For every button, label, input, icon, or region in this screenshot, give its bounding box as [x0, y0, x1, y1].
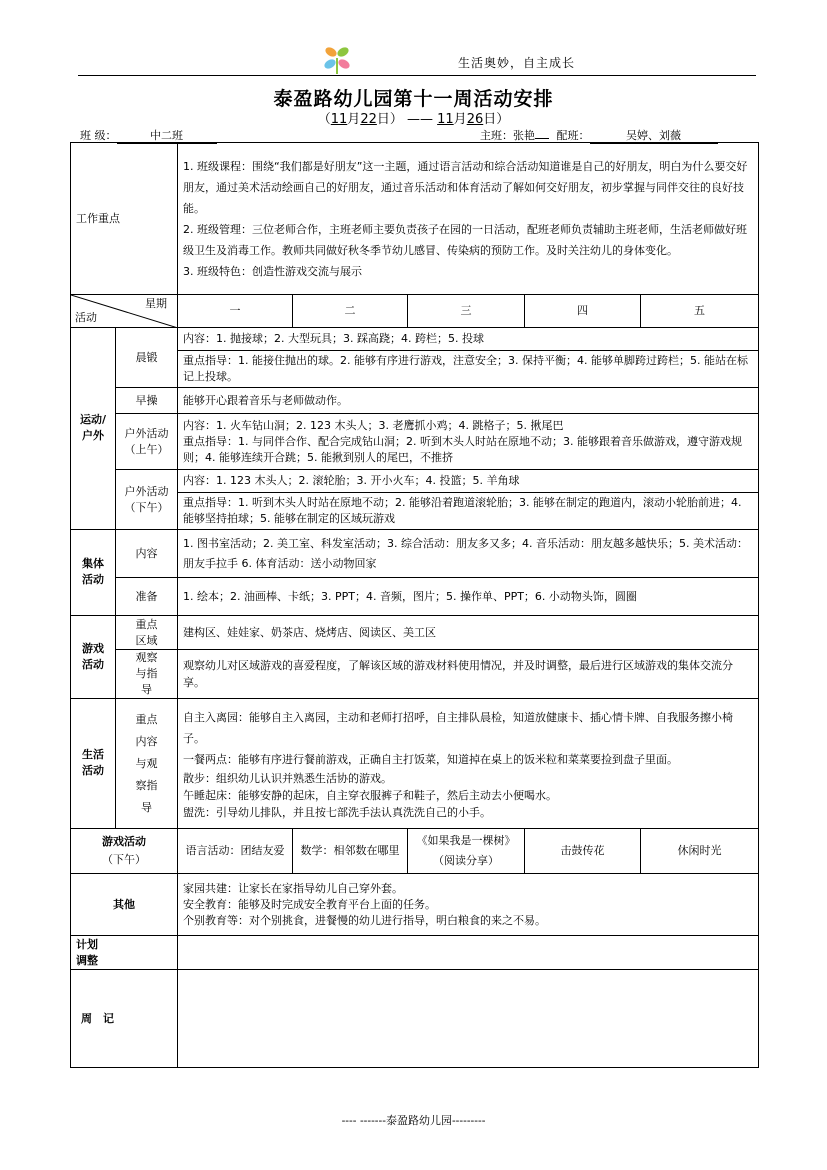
weekly-note-label: 周 记	[71, 970, 178, 1068]
pm-outdoor-label: 户外活动（下午）	[116, 470, 178, 530]
sports-label: 运动/户外	[71, 328, 116, 530]
life-sub-label: 重点内容与观察指导	[116, 699, 178, 829]
exercise-content: 能够开心跟着音乐与老师做动作。	[178, 388, 759, 414]
life-label: 生活活动	[71, 699, 116, 829]
day-fri: 五	[641, 295, 759, 328]
page-header	[78, 42, 756, 76]
group-content-label: 内容	[116, 530, 178, 578]
group-content-row	[71, 530, 759, 578]
weekly-note-content	[178, 970, 759, 1068]
pm-game-tue: 数学：相邻数在哪里	[293, 829, 408, 874]
motto: 生活奥妙，自主成长	[458, 56, 576, 70]
start-day: 22	[360, 112, 377, 127]
pm-outdoor-row	[71, 470, 759, 530]
game-area: 建构区、娃娃家、奶茶店、烧烤店、阅读区、美工区	[178, 616, 759, 650]
day-tue: 二	[293, 295, 408, 328]
work-focus-content: 1. 班级课程：围绕“我们都是好朋友”这一主题，通过语言活动和综合活动知道谁是自己的好朋友，明白为什么要交好朋友，通过美术活动绘画自己的好朋友，通过音乐活动和体育活动了解如何交好朋友，初步掌握与同伴交往的良好技能。 2. 班级管理：三位老师合作，主班老师主要负责孩子在园的一日活动，配班老师负责辅助主班老师，生活老师做好班级卫生及消毒工作。教师共同做好秋冬季节幼儿感冒、传染病的预防工作。及时关注幼儿的身体变化。 3. 班级特色：创造性游戏交流与展示	[178, 143, 759, 295]
day-mon: 一	[178, 295, 293, 328]
page-title: 泰盈路幼儿园第十一周活动安排	[273, 88, 554, 110]
work-focus-label: 工作重点	[71, 143, 178, 295]
weekly-note-row	[71, 970, 759, 1068]
group-prep-label: 准备	[116, 578, 178, 616]
game-observe-row	[71, 650, 759, 699]
start-month: 11	[330, 112, 348, 127]
plan-adjust-row	[71, 936, 759, 970]
schedule-table	[70, 142, 759, 1068]
assistant-value: 吴婷、刘薇	[590, 127, 718, 144]
pm-games-label: 游戏活动 （下午）	[71, 829, 178, 874]
pm-game-fri: 休闲时光	[641, 829, 759, 874]
game-observe-label: 观察与指导	[116, 650, 178, 699]
end-day: 26	[466, 112, 484, 127]
pm-outdoor-content: 内容：1. 123 木头人；2. 滚轮胎；3. 开小火车；4. 投篮；5. 羊角球 重点指导：1. 听到木头人时站在原地不动；2. 能够沿着跑道滚轮胎；3. 能够在制定的跑道内，滚动小轮胎前进；4. 能够坚持拍球；5. 能够在制定的区域玩游戏	[178, 470, 759, 530]
game-observe: 观察幼儿对区域游戏的喜爱程度，了解该区域的游戏材料使用情况，并及时调整，最后进行区域游戏的集体交流分享。	[178, 650, 759, 699]
others-label: 其他	[71, 874, 178, 936]
week-diag-header: 星期 活动	[71, 295, 178, 328]
group-prep-row	[71, 578, 759, 616]
day-wed: 三	[408, 295, 525, 328]
exercise-label: 早操	[116, 388, 178, 414]
game-area-label: 重点区域	[116, 616, 178, 650]
school-logo-icon	[321, 44, 353, 74]
morning-label: 晨锻	[116, 328, 178, 388]
group-label: 集体活动	[71, 530, 116, 616]
am-outdoor-row	[71, 414, 759, 470]
end-month: 11	[437, 112, 454, 127]
class-info: 班 级： 中二班	[80, 127, 217, 144]
am-outdoor-label: 户外活动（上午）	[116, 414, 178, 470]
others-content: 家园共建：让家长在家指导幼儿自己穿外套。 安全教育：能够及时完成安全教育平台上面的任务。 个别教育等：对个别挑食，进餐慢的幼儿进行指导，明白粮食的来之不易。	[178, 874, 759, 936]
group-prep: 1. 绘本；2. 油画棒、卡纸；3. PPT；4. 音频，图片；5. 操作单、PPT；6. 小动物头饰，圆圈	[178, 578, 759, 616]
game-area-row	[71, 616, 759, 650]
work-focus-row	[71, 143, 759, 295]
others-row	[71, 874, 759, 936]
day-thu: 四	[525, 295, 641, 328]
game-label: 游戏活动	[71, 616, 116, 699]
exercise-row	[71, 388, 759, 414]
week-header-row	[71, 295, 759, 328]
class-value: 中二班	[117, 127, 217, 144]
page-footer: ---- -------泰盈路幼儿园---------	[341, 1114, 486, 1127]
teacher-info: 主班：张艳 配班： 吴婷、刘薇	[480, 127, 718, 144]
group-content: 1. 图书室活动；2. 美工室、科发室活动；3. 综合活动：朋友多又多；4. 音乐活动：朋友越多越快乐；5. 美术活动：朋友手拉手 6. 体育活动：送小动物回家	[178, 530, 759, 578]
plan-adjust-content	[178, 936, 759, 970]
life-row	[71, 699, 759, 829]
pm-game-mon: 语言活动：团结友爱	[178, 829, 293, 874]
pm-game-wed: 《如果我是一棵树》（阅读分享）	[408, 829, 525, 874]
pm-games-row	[71, 829, 759, 874]
am-outdoor-content: 内容：1. 火车钻山洞；2. 123 木头人；3. 老鹰抓小鸡；4. 跳格子；5. 揪尾巴 重点指导：1. 与同伴合作、配合完成钻山洞；2. 听到木头人时站在原地不动；3. 能够跟着音乐做游戏，遵守游戏规则；4. 能够连续开合跳；5. 能揪到别人的尾巴，不推挤	[178, 414, 759, 470]
date-range: （11月22日） —— 11月26日）	[317, 112, 510, 127]
life-content: 自主入离园：能够自主入离园，主动和老师打招呼，自主排队晨检，知道放健康卡、插心情卡牌、自我服务擦小椅子。 一餐两点：能够有序进行餐前游戏，正确自主打饭菜，知道掉在桌上的饭米粒和菜菜要捡到盘子里面。 散步：组织幼儿认识并熟悉生活协的游戏。 午睡起床：能够安静的起床，自主穿衣服裤子和鞋子，然后主动去小便喝水。 盥洗：引导幼儿排队，并且按七部洗手法认真洗洗自己的小手。	[178, 699, 759, 829]
morning-row	[71, 328, 759, 388]
pm-game-thu: 击鼓传花	[525, 829, 641, 874]
morning-content: 内容：1. 抛接球；2. 大型玩具；3. 踩高跷；4. 跨栏；5. 投球 重点指导：1. 能接住抛出的球。2. 能够有序进行游戏，注意安全；3. 保持平衡；4. 能够单脚跨过跨栏；5. 能站在标记上投球。	[178, 328, 759, 388]
plan-adjust-label: 计划调整	[71, 936, 178, 970]
